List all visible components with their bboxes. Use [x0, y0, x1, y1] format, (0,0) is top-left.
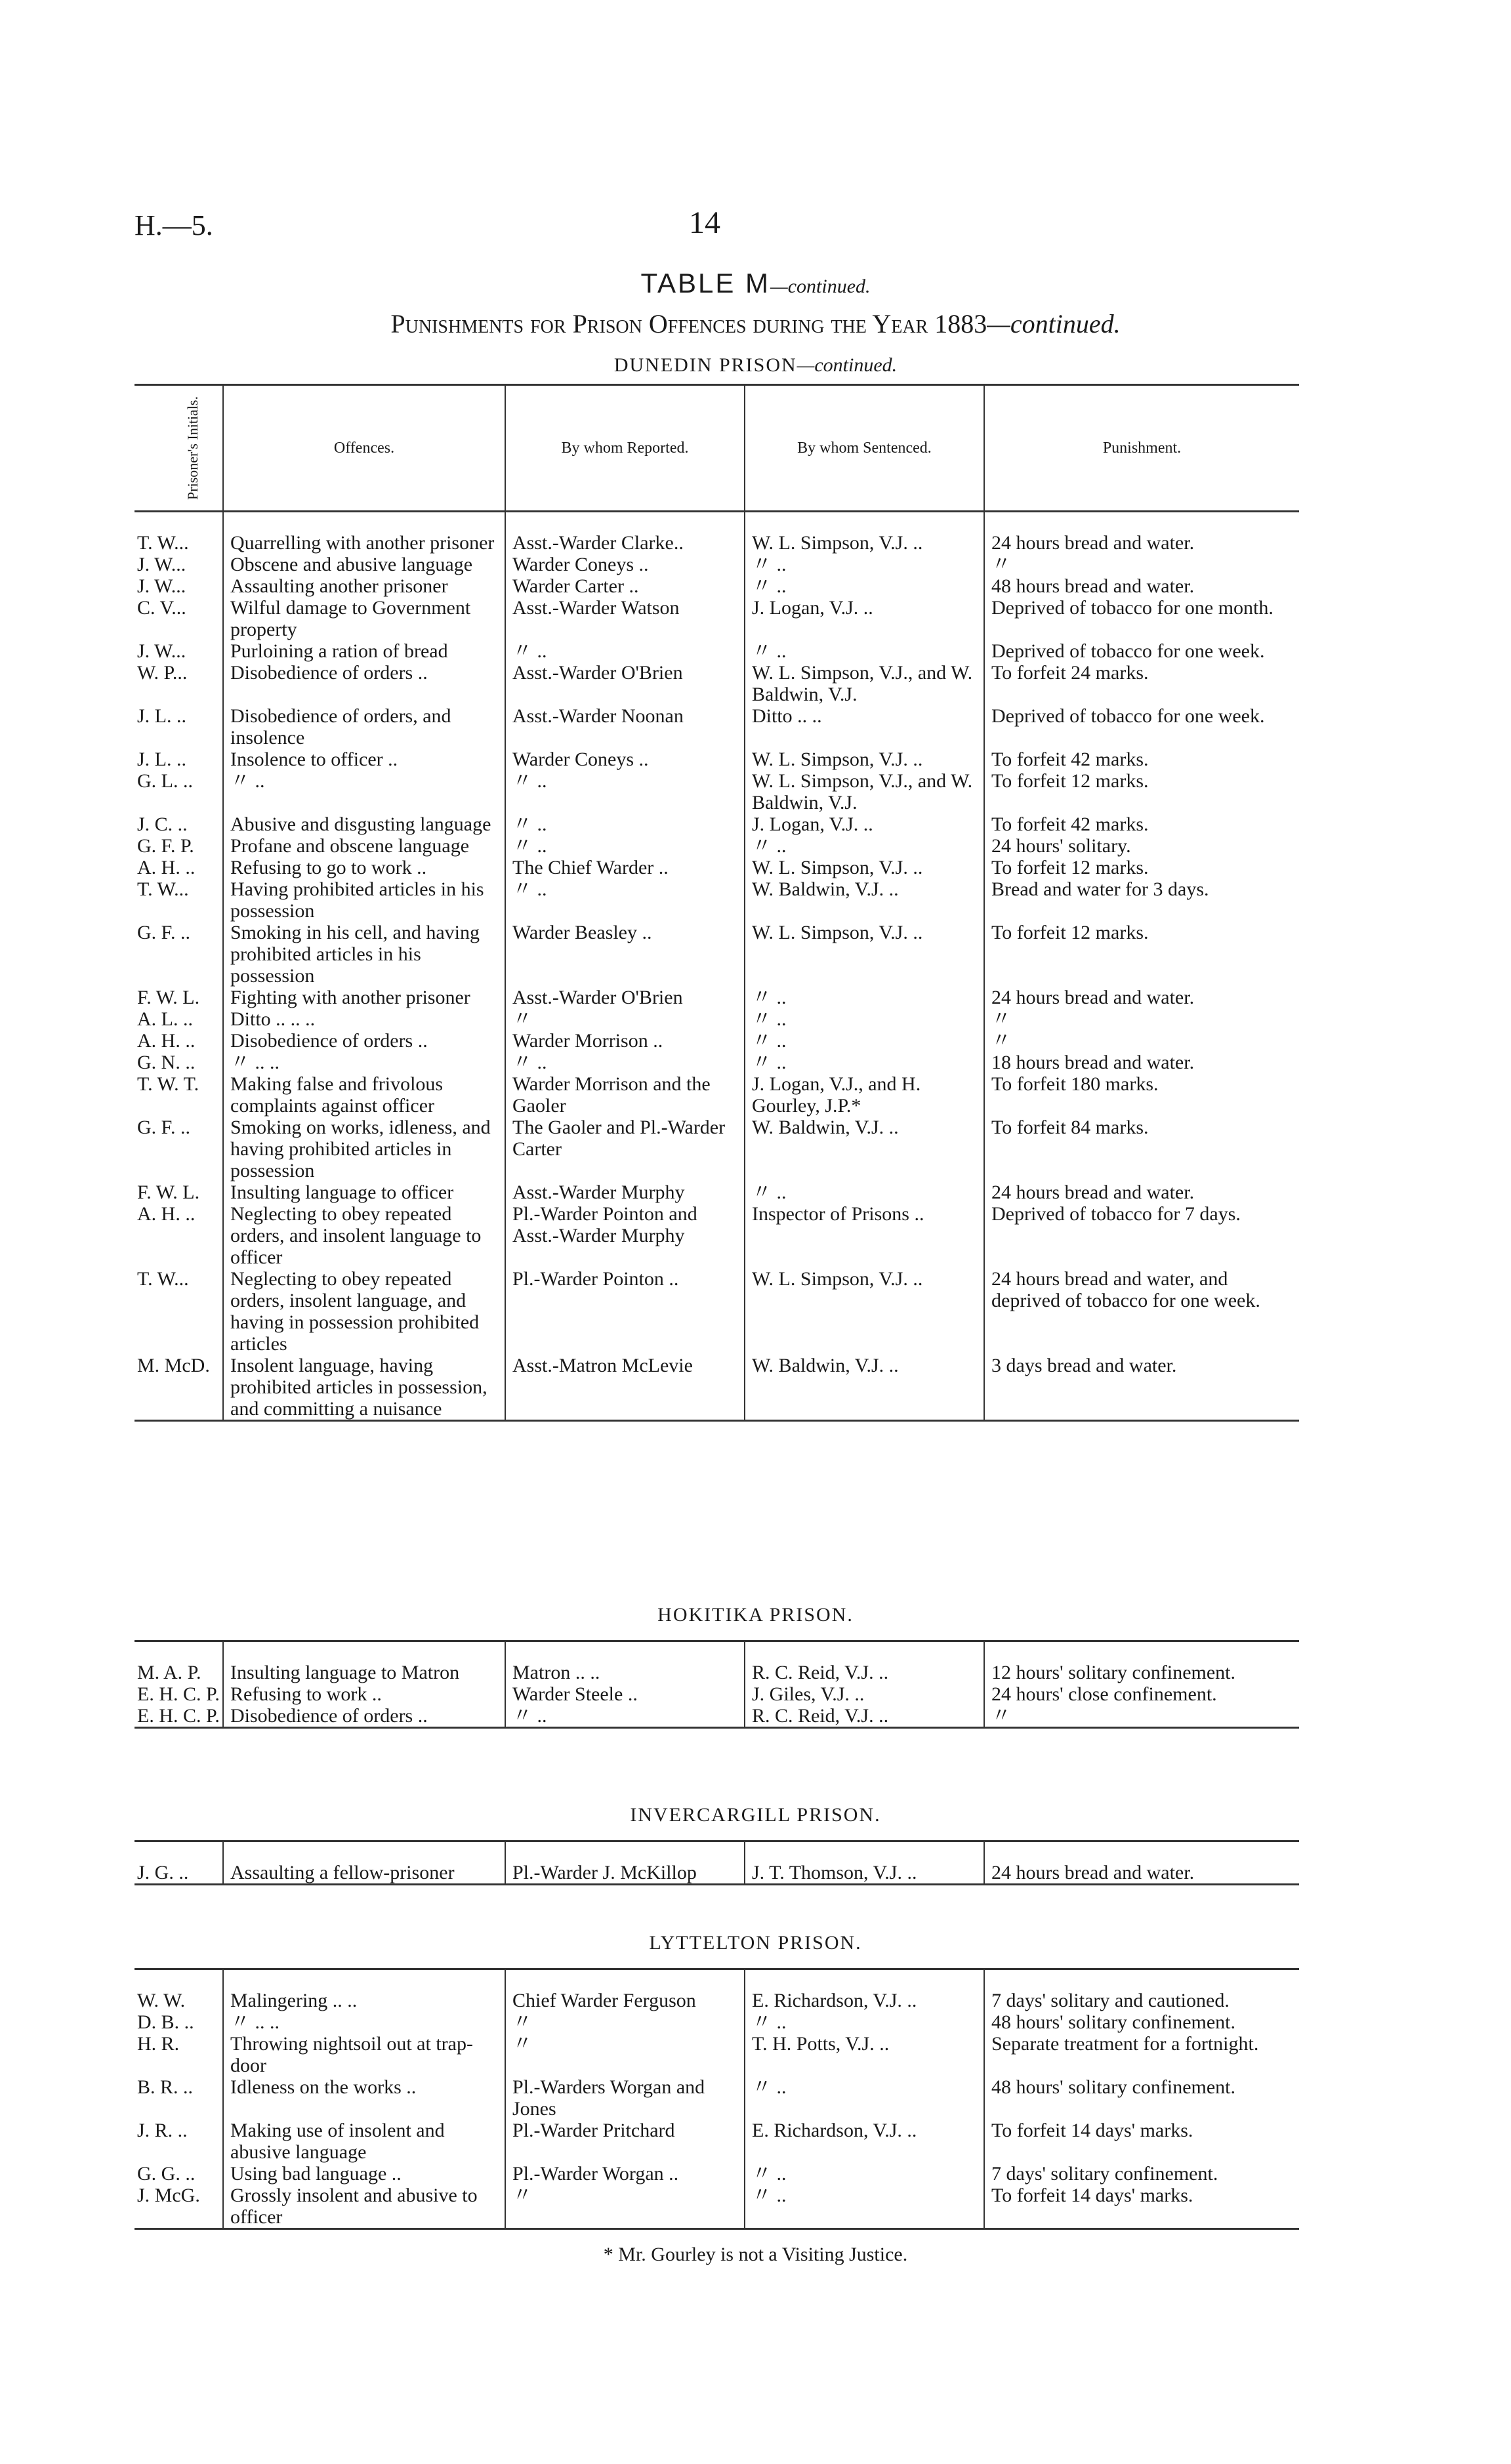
cell-reported: 〃: [505, 2033, 745, 2076]
cell-punishment: 24 hours bread and water.: [984, 512, 1299, 554]
cell-reported: Asst.-Warder Murphy: [505, 1181, 745, 1203]
cell-reported: Warder Carter ..: [505, 575, 745, 597]
cell-reported: Asst.-Warder O'Brien: [505, 987, 745, 1008]
section-title-invercargill: INVERCARGILL PRISON.: [630, 1804, 881, 1826]
cell-initials: C. V...: [137, 597, 186, 619]
cell-initials: M. A. P.: [137, 1662, 201, 1683]
cell-sentenced: W. L. Simpson, V.J. ..: [745, 922, 984, 987]
cell-initials: F. W. L.: [137, 987, 200, 1008]
cell-reported: 〃: [505, 2011, 745, 2033]
section-title-hokitika: HOKITIKA PRISON.: [657, 1604, 854, 1626]
table-row: [135, 1683, 1299, 1705]
cell-sentenced: Inspector of Prisons ..: [745, 1203, 984, 1268]
cell-initials: E. H. C. P.: [137, 1683, 220, 1705]
cell-reported: Warder Morrison ..: [505, 1030, 745, 1052]
cell-sentenced: 〃 ..: [745, 2011, 984, 2033]
cell-initials: J. C. ..: [137, 813, 188, 835]
cell-sentenced: 〃 ..: [745, 1030, 984, 1052]
cell-initials: J. W...: [137, 575, 186, 597]
cell-sentenced: 〃 ..: [745, 835, 984, 857]
cell-punishment: 48 hours' solitary confinement.: [984, 2076, 1299, 2120]
table-row: [135, 1117, 1299, 1181]
cell-punishment: To forfeit 42 marks.: [984, 749, 1299, 770]
cell-offence: Neglecting to obey repeated orders, insolent language, and having in possession prohibited articles: [223, 1268, 505, 1355]
cell-reported: Warder Coneys ..: [505, 554, 745, 575]
cell-reported: The Chief Warder ..: [505, 857, 745, 878]
cell-reported: Asst.-Warder Watson: [505, 597, 745, 640]
cell-reported: 〃: [505, 2185, 745, 2229]
table-row: [135, 2076, 1299, 2120]
cell-reported: Pl.-Warder J. McKillop: [505, 1841, 745, 1885]
cell-offence: 〃 .. ..: [223, 1052, 505, 1073]
cell-reported: 〃 ..: [505, 640, 745, 662]
cell-initials: G. F. ..: [137, 922, 190, 943]
cell-offence: Malingering .. ..: [223, 1969, 505, 2012]
cell-reported: Warder Beasley ..: [505, 922, 745, 987]
cell-offence: 〃 ..: [223, 770, 505, 813]
cell-sentenced: 〃 ..: [745, 1008, 984, 1030]
table-row: [135, 749, 1299, 770]
cell-initials: J. W...: [137, 640, 186, 662]
cell-punishment: To forfeit 42 marks.: [984, 813, 1299, 835]
cell-punishment: Bread and water for 3 days.: [984, 878, 1299, 922]
cell-offence: Grossly insolent and abusive to officer: [223, 2185, 505, 2229]
table-row: [135, 1030, 1299, 1052]
cell-initials: D. B. ..: [137, 2011, 194, 2033]
cell-sentenced: 〃 ..: [745, 2076, 984, 2120]
cell-reported: Warder Morrison and the Gaoler: [505, 1073, 745, 1117]
table-row: [135, 2185, 1299, 2229]
cell-initials: J. L. ..: [137, 705, 186, 727]
table-row: [135, 987, 1299, 1008]
table-row: [135, 2033, 1299, 2076]
lyttelton-table: [135, 1968, 1299, 2230]
cell-offence: Abusive and disgusting language: [223, 813, 505, 835]
cell-punishment: 3 days bread and water.: [984, 1355, 1299, 1421]
cell-punishment: Deprived of tobacco for one week.: [984, 705, 1299, 749]
table-row: [135, 1841, 1299, 1885]
table-subtitle: [0, 308, 1511, 339]
cell-punishment: To forfeit 12 marks.: [984, 770, 1299, 813]
table-row: [135, 1268, 1299, 1355]
cell-sentenced: E. Richardson, V.J. ..: [745, 1969, 984, 2012]
cell-offence: Neglecting to obey repeated orders, and insolent language to officer: [223, 1203, 505, 1268]
cell-punishment: Deprived of tobacco for one month.: [984, 597, 1299, 640]
cell-initials: J. R. ..: [137, 2120, 188, 2141]
cell-offence: Refusing to go to work ..: [223, 857, 505, 878]
table-row: [135, 554, 1299, 575]
cell-offence: Disobedience of orders ..: [223, 1030, 505, 1052]
table-title-suffix: —continued.: [770, 276, 871, 297]
cell-reported: The Gaoler and Pl.-Warder Carter: [505, 1117, 745, 1181]
invercargill-table: [135, 1840, 1299, 1885]
cell-sentenced: W. Baldwin, V.J. ..: [745, 1355, 984, 1421]
cell-sentenced: 〃 ..: [745, 640, 984, 662]
table-row: [135, 813, 1299, 835]
cell-reported: Chief Warder Ferguson: [505, 1969, 745, 2012]
cell-punishment: 24 hours bread and water.: [984, 1841, 1299, 1885]
cell-punishment: 〃: [984, 554, 1299, 575]
col-header-reported: By whom Reported.: [505, 385, 745, 512]
cell-reported: Warder Steele ..: [505, 1683, 745, 1705]
cell-punishment: 7 days' solitary confinement.: [984, 2163, 1299, 2185]
cell-sentenced: W. Baldwin, V.J. ..: [745, 1117, 984, 1181]
cell-reported: Asst.-Warder O'Brien: [505, 662, 745, 705]
cell-offence: Idleness on the works ..: [223, 2076, 505, 2120]
table-row: [135, 922, 1299, 987]
cell-initials: G. N. ..: [137, 1052, 196, 1073]
table-row: [135, 597, 1299, 640]
subtitle-text: Punishments for Prison Offences during the Year 1883: [390, 309, 987, 339]
table-row: [135, 770, 1299, 813]
table-row: [135, 1203, 1299, 1268]
cell-initials: T. W...: [137, 1268, 189, 1290]
col-header-sentenced: By whom Sentenced.: [745, 385, 984, 512]
table-row: [135, 835, 1299, 857]
table-row: [135, 705, 1299, 749]
cell-reported: Pl.-Warder Worgan ..: [505, 2163, 745, 2185]
cell-punishment: Deprived of tobacco for one week.: [984, 640, 1299, 662]
cell-reported: Asst.-Warder Noonan: [505, 705, 745, 749]
table-row: [135, 1705, 1299, 1728]
table-row: [135, 1355, 1299, 1421]
cell-initials: A. H. ..: [137, 1203, 196, 1225]
table-row: [135, 1969, 1299, 2012]
hokitika-table: [135, 1640, 1299, 1729]
cell-offence: Obscene and abusive language: [223, 554, 505, 575]
footnote: * Mr. Gourley is not a Visiting Justice.: [603, 2244, 908, 2265]
cell-initials: G. F. ..: [137, 1117, 190, 1138]
cell-sentenced: W. L. Simpson, V.J. ..: [745, 512, 984, 554]
cell-sentenced: W. L. Simpson, V.J. ..: [745, 857, 984, 878]
cell-initials: G. F. P.: [137, 835, 194, 857]
cell-punishment: To forfeit 12 marks.: [984, 922, 1299, 987]
cell-initials: B. R. ..: [137, 2076, 194, 2098]
cell-initials: J. L. ..: [137, 749, 186, 770]
cell-initials: T. W...: [137, 532, 189, 554]
cell-offence: Insolent language, having prohibited articles in possession, and committing a nuisance: [223, 1355, 505, 1421]
cell-punishment: To forfeit 24 marks.: [984, 662, 1299, 705]
cell-sentenced: 〃 ..: [745, 1181, 984, 1203]
cell-sentenced: 〃 ..: [745, 987, 984, 1008]
cell-offence: Wilful damage to Government property: [223, 597, 505, 640]
cell-sentenced: E. Richardson, V.J. ..: [745, 2120, 984, 2163]
cell-punishment: To forfeit 14 days' marks.: [984, 2120, 1299, 2163]
cell-punishment: 7 days' solitary and cautioned.: [984, 1969, 1299, 2012]
cell-initials: A. H. ..: [137, 1030, 196, 1052]
cell-offence: Making use of insolent and abusive language: [223, 2120, 505, 2163]
cell-reported: Warder Coneys ..: [505, 749, 745, 770]
subtitle-suffix: —continued.: [987, 309, 1121, 339]
cell-punishment: 〃: [984, 1030, 1299, 1052]
cell-offence: Quarrelling with another prisoner: [223, 512, 505, 554]
table-row: [135, 2011, 1299, 2033]
cell-sentenced: J. Logan, V.J., and H. Gourley, J.P.*: [745, 1073, 984, 1117]
cell-punishment: 24 hours bread and water, and deprived of tobacco for one week.: [984, 1268, 1299, 1355]
cell-initials: E. H. C. P.: [137, 1705, 220, 1727]
cell-reported: 〃: [505, 1008, 745, 1030]
cell-reported: 〃 ..: [505, 1705, 745, 1728]
cell-reported: 〃 ..: [505, 813, 745, 835]
cell-offence: Purloining a ration of bread: [223, 640, 505, 662]
cell-offence: Insulting language to Matron: [223, 1641, 505, 1684]
table-row: [135, 1008, 1299, 1030]
table-row: [135, 2163, 1299, 2185]
cell-initials: A. H. ..: [137, 857, 196, 878]
cell-offence: Smoking on works, idleness, and having prohibited articles in possession: [223, 1117, 505, 1181]
table-row: [135, 1073, 1299, 1117]
table-row: [135, 512, 1299, 554]
cell-reported: Pl.-Warders Worgan and Jones: [505, 2076, 745, 2120]
section-title-dunedin: DUNEDIN PRISON—continued.: [613, 354, 898, 376]
cell-sentenced: W. L. Simpson, V.J. ..: [745, 1268, 984, 1355]
cell-initials: H. R.: [137, 2033, 180, 2055]
cell-punishment: To forfeit 180 marks.: [984, 1073, 1299, 1117]
col-header-initials: Prisoner's Initials.: [135, 385, 223, 512]
cell-punishment: Deprived of tobacco for 7 days.: [984, 1203, 1299, 1268]
cell-initials: T. W. T.: [137, 1073, 199, 1095]
section-title-lyttelton: LYTTELTON PRISON.: [649, 1932, 862, 1954]
cell-punishment: 48 hours' solitary confinement.: [984, 2011, 1299, 2033]
cell-punishment: 12 hours' solitary confinement.: [984, 1641, 1299, 1684]
cell-sentenced: W. L. Simpson, V.J., and W. Baldwin, V.J.: [745, 770, 984, 813]
cell-offence: Smoking in his cell, and having prohibited articles in his possession: [223, 922, 505, 987]
cell-sentenced: R. C. Reid, V.J. ..: [745, 1641, 984, 1684]
table-row: [135, 1641, 1299, 1684]
cell-sentenced: 〃 ..: [745, 1052, 984, 1073]
cell-punishment: 24 hours' close confinement.: [984, 1683, 1299, 1705]
table-row: [135, 1181, 1299, 1203]
cell-offence: Profane and obscene language: [223, 835, 505, 857]
cell-sentenced: W. L. Simpson, V.J. ..: [745, 749, 984, 770]
cell-sentenced: R. C. Reid, V.J. ..: [745, 1705, 984, 1728]
cell-offence: Throwing nightsoil out at trap-door: [223, 2033, 505, 2076]
cell-offence: Disobedience of orders, and insolence: [223, 705, 505, 749]
cell-offence: Making false and frivolous complaints against officer: [223, 1073, 505, 1117]
cell-initials: G. G. ..: [137, 2163, 196, 2185]
page-number: 14: [689, 205, 720, 240]
cell-reported: Matron .. ..: [505, 1641, 745, 1684]
cell-reported: Pl.-Warder Pointon ..: [505, 1268, 745, 1355]
cell-initials: A. L. ..: [137, 1008, 193, 1030]
cell-punishment: To forfeit 12 marks.: [984, 857, 1299, 878]
table-title: [0, 268, 1511, 299]
cell-initials: W. P...: [137, 662, 188, 684]
table-title-main: TABLE M: [640, 268, 771, 298]
document-reference: H.—5.: [135, 209, 213, 241]
cell-reported: Pl.-Warder Pointon and Asst.-Warder Murphy: [505, 1203, 745, 1268]
dunedin-table: [135, 384, 1299, 1422]
cell-offence: Insolence to officer ..: [223, 749, 505, 770]
cell-sentenced: J. T. Thomson, V.J. ..: [745, 1841, 984, 1885]
cell-offence: Insulting language to officer: [223, 1181, 505, 1203]
cell-reported: 〃 ..: [505, 835, 745, 857]
cell-punishment: Separate treatment for a fortnight.: [984, 2033, 1299, 2076]
table-row: [135, 640, 1299, 662]
cell-offence: Ditto .. .. ..: [223, 1008, 505, 1030]
cell-punishment: 〃: [984, 1705, 1299, 1728]
table-row: [135, 662, 1299, 705]
cell-offence: Refusing to work ..: [223, 1683, 505, 1705]
cell-sentenced: 〃 ..: [745, 2185, 984, 2229]
cell-initials: M. McD.: [137, 1355, 210, 1376]
cell-reported: 〃 ..: [505, 770, 745, 813]
cell-reported: 〃 ..: [505, 1052, 745, 1073]
cell-reported: Asst.-Matron McLevie: [505, 1355, 745, 1421]
cell-offence: Disobedience of orders ..: [223, 1705, 505, 1728]
cell-offence: Assaulting a fellow-prisoner: [223, 1841, 505, 1885]
table-row: [135, 2120, 1299, 2163]
cell-sentenced: J. Logan, V.J. ..: [745, 813, 984, 835]
cell-punishment: To forfeit 14 days' marks.: [984, 2185, 1299, 2229]
cell-punishment: 24 hours bread and water.: [984, 1181, 1299, 1203]
cell-initials: J. W...: [137, 554, 186, 575]
table-row: [135, 878, 1299, 922]
cell-initials: T. W...: [137, 878, 189, 900]
cell-sentenced: W. Baldwin, V.J. ..: [745, 878, 984, 922]
cell-reported: Asst.-Warder Clarke..: [505, 512, 745, 554]
cell-punishment: To forfeit 84 marks.: [984, 1117, 1299, 1181]
cell-offence: Fighting with another prisoner: [223, 987, 505, 1008]
cell-sentenced: 〃 ..: [745, 2163, 984, 2185]
cell-punishment: 48 hours bread and water.: [984, 575, 1299, 597]
table-row: [135, 1052, 1299, 1073]
cell-sentenced: W. L. Simpson, V.J., and W. Baldwin, V.J.: [745, 662, 984, 705]
col-header-offences: Offences.: [223, 385, 505, 512]
cell-offence: Assaulting another prisoner: [223, 575, 505, 597]
cell-offence: 〃 .. ..: [223, 2011, 505, 2033]
cell-offence: Having prohibited articles in his possession: [223, 878, 505, 922]
cell-initials: F. W. L.: [137, 1181, 200, 1203]
cell-offence: Disobedience of orders ..: [223, 662, 505, 705]
table-row: [135, 857, 1299, 878]
cell-sentenced: 〃 ..: [745, 554, 984, 575]
cell-reported: Pl.-Warder Pritchard: [505, 2120, 745, 2163]
cell-initials: J. G. ..: [137, 1862, 189, 1883]
cell-sentenced: J. Logan, V.J. ..: [745, 597, 984, 640]
cell-sentenced: 〃 ..: [745, 575, 984, 597]
cell-sentenced: J. Giles, V.J. ..: [745, 1683, 984, 1705]
cell-initials: W. W.: [137, 1990, 186, 2011]
cell-punishment: 〃: [984, 1008, 1299, 1030]
cell-punishment: 24 hours bread and water.: [984, 987, 1299, 1008]
cell-sentenced: Ditto .. ..: [745, 705, 984, 749]
cell-offence: Using bad language ..: [223, 2163, 505, 2185]
cell-punishment: 18 hours bread and water.: [984, 1052, 1299, 1073]
col-header-punishment: Punishment.: [984, 385, 1299, 512]
cell-reported: 〃 ..: [505, 878, 745, 922]
cell-initials: G. L. ..: [137, 770, 193, 792]
cell-punishment: 24 hours' solitary.: [984, 835, 1299, 857]
cell-initials: J. McG.: [137, 2185, 200, 2206]
table-row: [135, 575, 1299, 597]
cell-sentenced: T. H. Potts, V.J. ..: [745, 2033, 984, 2076]
